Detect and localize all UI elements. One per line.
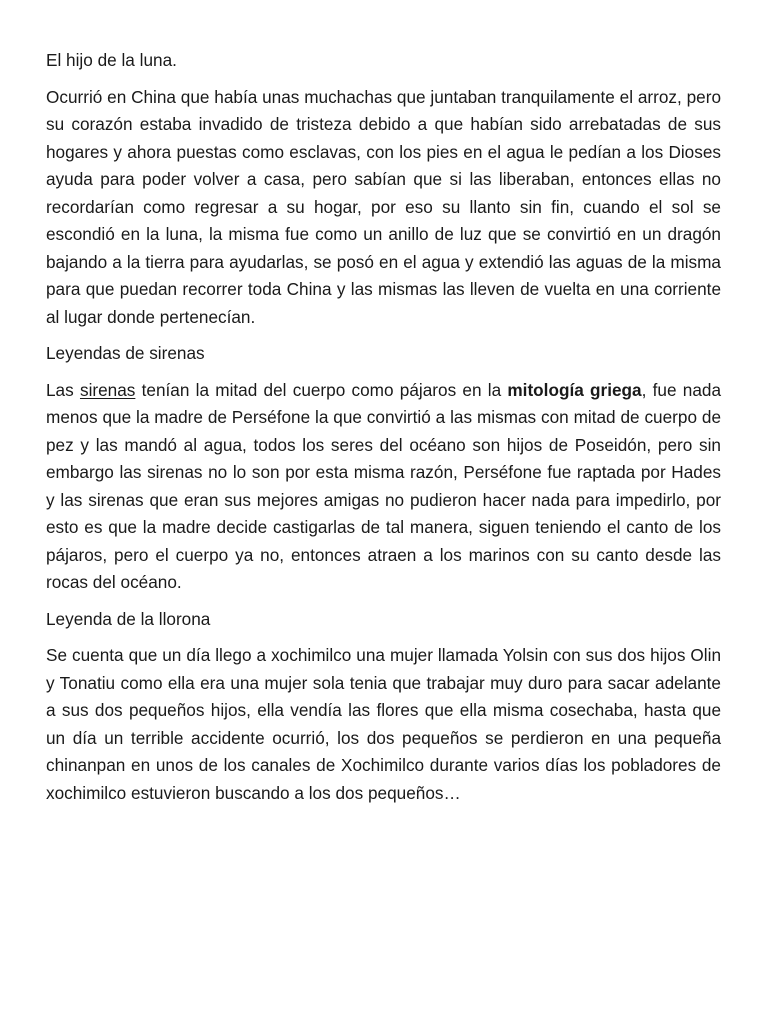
paragraph-sirenas-start: Las [46, 379, 74, 400]
document-content [46, 47, 721, 816]
section-title-hijo-de-la-luna: El hijo de la luna. [46, 50, 177, 70]
sirenas-link[interactable]: sirenas [79, 379, 136, 400]
mitologia-griega-bold: mitología griega [507, 379, 642, 400]
section-title-sirenas: Leyendas de sirenas [46, 343, 205, 363]
paragraph-llorona: Se cuenta que un día llego a xochimilco una mujer llamada Yolsin con sus dos hijos Olin y Tonatiu como ella era una mujer sola tenia que trabajar muy duro para sacar adelante a sus dos pequeños hijos, ella vendía las flores que ella misma cosechaba, hasta que un día un terrible accidente ocurrió, los dos pequeños se perdieron en una pequeña chinanpan en unos de los canales de Xochimilco durante varios días los pobladores de xochimilco estuvieron buscando a los dos pequeños… [46, 645, 721, 803]
section-title-llorona: Leyenda de la llorona [46, 608, 211, 629]
paragraph-sirenas-mid: tenían la mitad del cuerpo como pájaros en la [141, 379, 502, 400]
paragraph-sirenas [46, 377, 721, 597]
paragraph-sirenas-rest: , fue nada menos que la madre de Perséfone la que convirtió a las mismas con mitad de cuerpo de pez y las mandó al agua, todos los seres del océano son hijos de Poseidón, pero sin embargo las sirenas no lo son por esta misma razón, Perséfone fue raptada por Hades y las sirenas que eran sus mejores amigas no pudieron hacer nada para impedirlo, por esto es que la madre decide castigarlas de tal manera, siguen teniendo el canto de los pájaros, pero el cuerpo ya no, entonces atraen a los marinos con su canto desde las rocas del océano. [46, 379, 721, 592]
paragraph-hijo-de-la-luna: Ocurrió en China que había unas muchachas que juntaban tranquilamente el arroz, pero su corazón estaba invadido de tristeza debido a que habían sido arrebatadas de sus hogares y ahora puestas como esclavas, con los pies en el agua le pedían a los Dioses ayuda para poder volver a casa, pero sabían que si las liberaban, entonces ellas no recordarían como regresar a su hogar, por eso su llanto sin fin, cuando el sol se escondió en la luna, la misma fue como un anillo de luz que se convirtió en un dragón bajando a la tierra para ayudarlas, se posó en el agua y extendió las aguas de la misma para que puedan recorrer toda China y las mismas las lleven de vuelta en una corriente al lugar donde pertenecían. [46, 86, 721, 327]
